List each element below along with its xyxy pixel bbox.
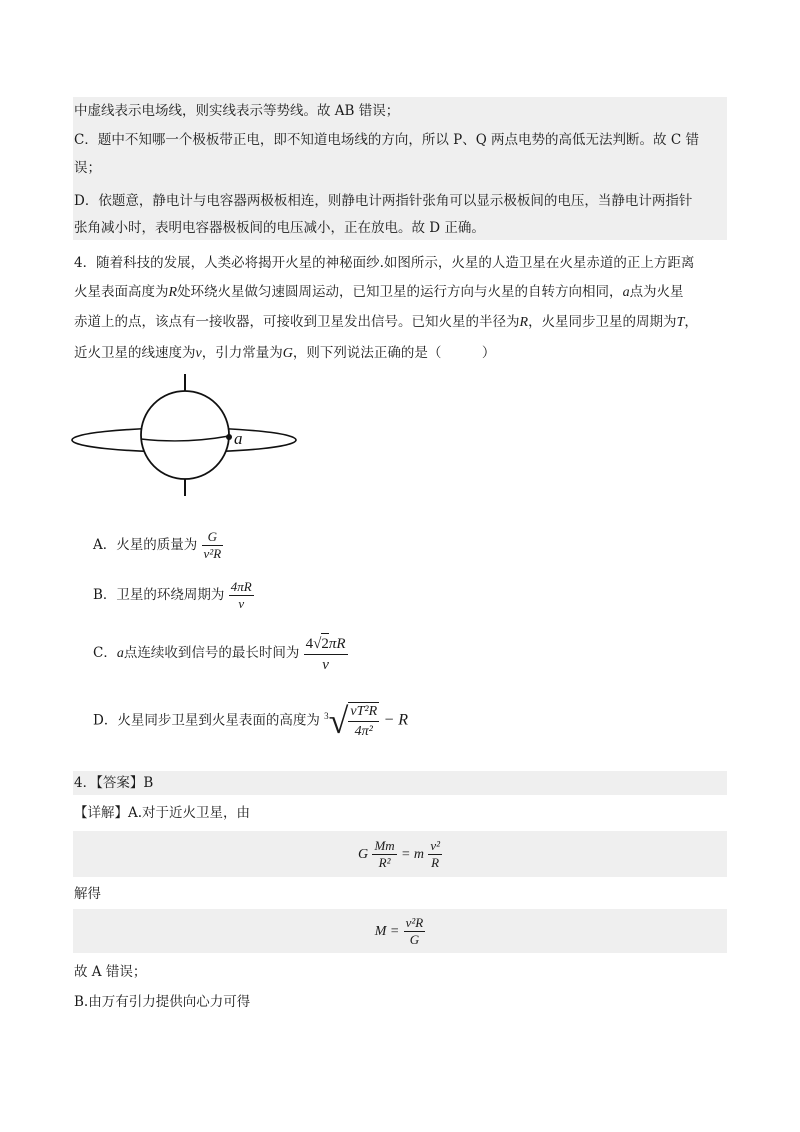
option-d-text: D．火星同步卫星到火星表面的高度为 xyxy=(93,712,320,729)
fraction-numerator: Mm xyxy=(374,838,395,853)
fraction-numerator xyxy=(304,633,348,654)
symbol-v: v xyxy=(195,346,202,361)
numerator-tail: πR xyxy=(328,636,346,652)
equation-2 xyxy=(73,909,727,953)
option-c-text: 点连续收到信号的最长时间为 xyxy=(123,645,300,661)
sqrt-sign: √ xyxy=(328,701,349,741)
equation-2-fraction xyxy=(404,916,426,947)
fraction-numerator: vT²R xyxy=(350,704,378,719)
fraction-denominator: G xyxy=(404,931,426,947)
equation-1-fraction-right xyxy=(428,839,442,870)
prev-answer-line-1: 中虚线表示电场线，则实线表示等势线。故 AB 错误； xyxy=(74,103,400,119)
question-line-4 xyxy=(74,343,495,364)
question-text: 火星表面高度为 xyxy=(74,284,169,300)
solve-label: 解得 xyxy=(74,886,101,902)
sqrt-sign: √ xyxy=(313,636,322,652)
prev-answer-line-2: C．题中不知哪一个极板带正电，即不知道电场线的方向，所以 P、Q 两点电势的高低无法判断。故 C 错 xyxy=(74,132,699,148)
question-line-3 xyxy=(74,312,698,333)
symbol-R: R xyxy=(168,285,178,300)
equals-m: = m xyxy=(400,847,425,862)
equation-1-fraction-left xyxy=(372,839,396,870)
conclusion-a: 故 A 错误； xyxy=(74,964,147,980)
question-text: ，则下列说法正确的是（ ） xyxy=(292,345,496,361)
equation-1 xyxy=(73,831,727,877)
prev-answer-line-4: D．依题意，静电计与电容器两极板相连，则静电计两指针张角可以显示极板间的电压，当静电计两指针 xyxy=(74,193,693,209)
fraction-numerator: 4πR xyxy=(230,579,252,594)
next-step-b: B.由万有引力提供向心力可得 xyxy=(74,994,251,1010)
point-a-marker xyxy=(226,434,232,440)
fraction-denominator: R xyxy=(428,854,442,870)
option-d-suffix: − R xyxy=(383,711,409,729)
mars-orbit-figure xyxy=(70,372,302,500)
symbol-G: G xyxy=(358,847,369,862)
symbol-a: a xyxy=(116,646,124,661)
question-line-1: 4．随着科技的发展，人类必将揭开火星的神秘面纱.如图所示，火星的人造卫星在火星赤道的正上方距离 xyxy=(74,255,695,271)
coefficient: 4 xyxy=(305,636,314,652)
option-c-prefix: C． xyxy=(93,645,117,661)
fraction-denominator: v xyxy=(229,595,254,611)
answer-detail: 【详解】A.对于近火卫星，由 xyxy=(74,805,251,821)
fraction-numerator: G xyxy=(207,529,218,544)
option-c-fraction xyxy=(304,633,348,674)
point-a-label: a xyxy=(234,429,243,448)
equation-2-lhs: M = xyxy=(374,924,400,939)
question-text: ，火星同步卫星的周期为 xyxy=(528,314,677,330)
answer-label-bar xyxy=(73,771,727,795)
fraction-denominator: v xyxy=(304,654,348,674)
prev-answer-line-5: 张角减小时，表明电容器极板间的电压减小，正在放电。故 D 正确。 xyxy=(74,220,485,236)
mars-sphere xyxy=(141,391,229,479)
fraction-denominator: R² xyxy=(372,854,396,870)
question-line-2 xyxy=(74,282,684,303)
option-d xyxy=(93,700,408,742)
question-text: 点为火星 xyxy=(629,284,684,300)
option-a-text: A．火星的质量为 xyxy=(93,537,198,553)
question-text: ，引力常量为 xyxy=(201,345,283,361)
option-a xyxy=(93,530,223,561)
question-text: 近火卫星的线速度为 xyxy=(74,345,196,361)
symbol-a: a xyxy=(622,285,630,300)
symbol-G: G xyxy=(282,346,293,361)
fraction-denominator: v²R xyxy=(203,546,222,561)
option-c xyxy=(93,633,348,674)
symbol-R: R xyxy=(519,315,529,330)
option-a-fraction xyxy=(202,530,224,561)
sqrt-radicand: 2 xyxy=(321,633,329,653)
root-index: 3 xyxy=(324,711,329,721)
question-text: 赤道上的点，该点有一接收器，可接收到卫星发出信号。已知火星的半径为 xyxy=(74,314,520,330)
prev-answer-line-3: 误； xyxy=(74,160,101,176)
symbol-T: T xyxy=(676,315,685,330)
question-text: ， xyxy=(684,314,698,330)
fraction-numerator: v²R xyxy=(405,915,424,930)
option-b xyxy=(93,580,254,611)
question-text: 处环绕火星做匀速圆周运动，已知卫星的运行方向与火星的自转方向相同， xyxy=(177,284,623,300)
option-d-fraction xyxy=(348,702,379,740)
option-b-text: B．卫星的环绕周期为 xyxy=(93,587,225,603)
answer-label: 4．【答案】B xyxy=(74,775,154,791)
option-b-fraction xyxy=(229,580,254,611)
fraction-denominator: 4π² xyxy=(348,721,379,740)
fraction-numerator: v² xyxy=(430,838,440,853)
